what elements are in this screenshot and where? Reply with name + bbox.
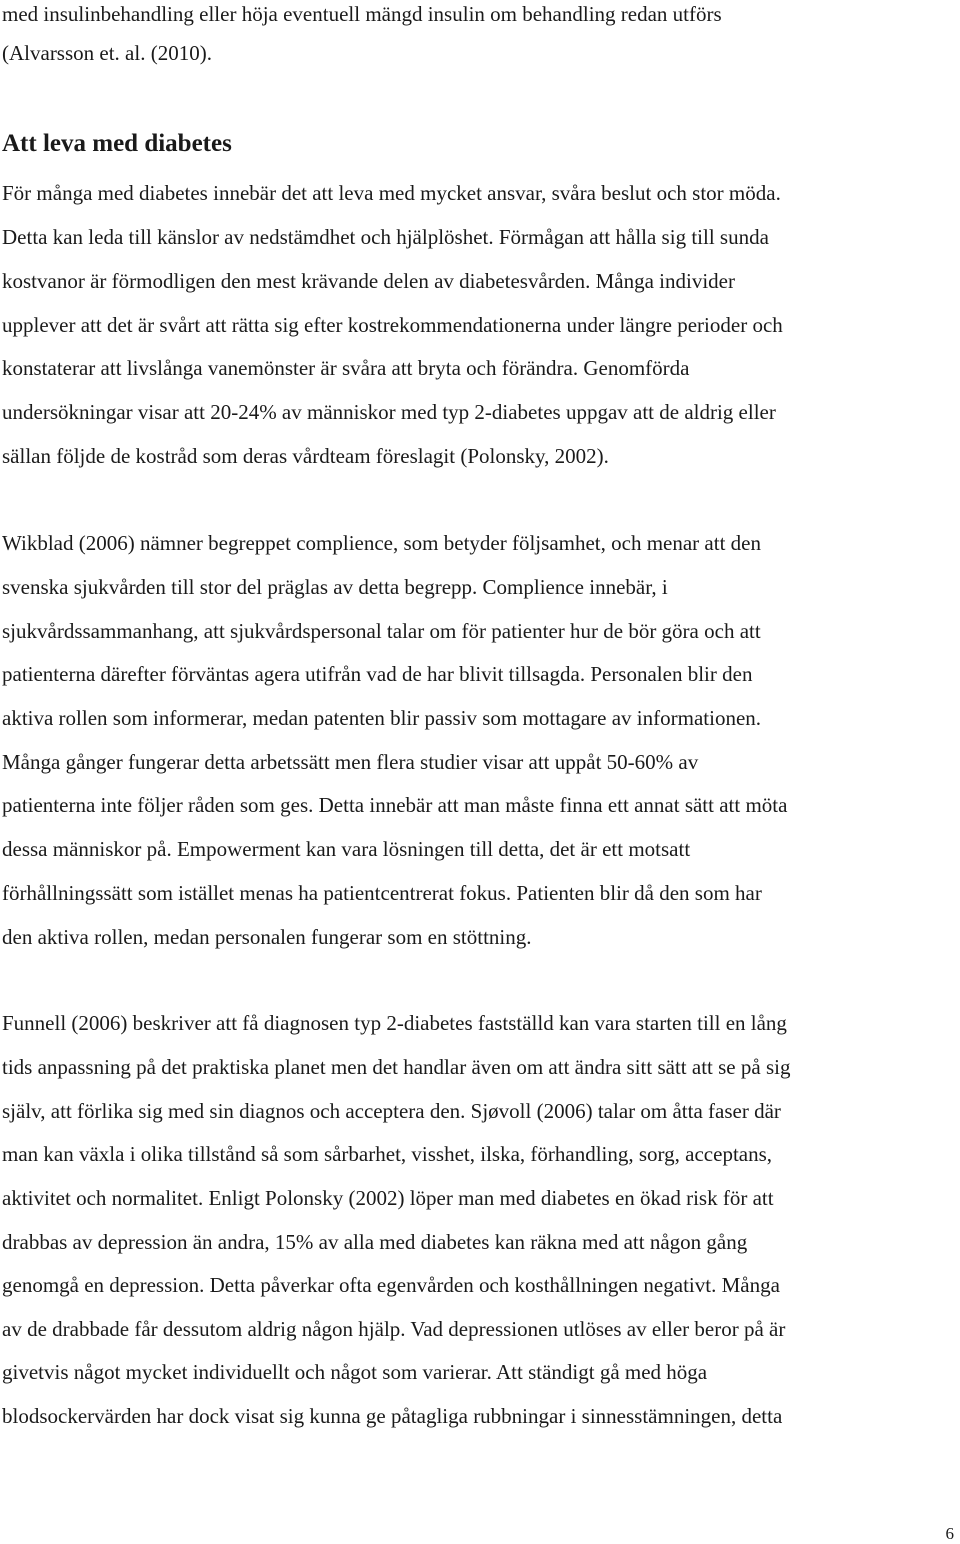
section-heading: Att leva med diabetes [2,130,232,157]
paragraph-2-line-5: aktiva rollen som informerar, medan patenten blir passiv som mottagare av informationen. [2,706,762,730]
intro-line-2: (Alvarsson et. al. (2010). [2,41,212,65]
paragraph-3-line-2: tids anpassning på det praktiska planet men det handlar även om att ändra sitt sätt att se på sig [2,1055,791,1079]
paragraph-2-line-2: svenska sjukvården till stor del präglas av detta begrepp. Complience innebär, i [2,575,668,599]
paragraph-3-line-10: blodsockervärden har dock visat sig kunna ge påtagliga rubbningar i sinnesstämningen, detta [2,1404,783,1428]
intro-line-1: med insulinbehandling eller höja eventuell mängd insulin om behandling redan utförs [2,2,722,26]
paragraph-3-line-7: genomgå en depression. Detta påverkar ofta egenvården och kosthållningen negativt. Många [2,1273,780,1297]
paragraph-2-line-3: sjukvårdssammanhang, att sjukvårdspersonal talar om för patienter hur de bör göra och att [2,619,761,643]
paragraph-3-line-9: givetvis något mycket individuellt och något som varierar. Att ständigt gå med höga [2,1360,708,1384]
paragraph-2-line-9: förhållningssätt som istället menas ha patientcentrerat fokus. Patienten blir då den som har [2,881,762,905]
paragraph-2-line-7: patienterna inte följer råden som ges. Detta innebär att man måste finna ett annat sätt att möta [2,793,788,817]
paragraph-3-line-5: aktivitet och normalitet. Enligt Polonsky (2002) löper man med diabetes en ökad risk för att [2,1186,774,1210]
paragraph-3-line-8: av de drabbade får dessutom aldrig någon hjälp. Vad depressionen utlöses av eller beror på är [2,1317,786,1341]
paragraph-2-line-8: dessa människor på. Empowerment kan vara lösningen till detta, det är ett motsatt [2,837,691,861]
paragraph-3-line-4: man kan växla i olika tillstånd så som sårbarhet, visshet, ilska, förhandling, sorg, acceptans, [2,1142,773,1166]
paragraph-1-line-1: För många med diabetes innebär det att leva med mycket ansvar, svåra beslut och stor möda. [2,181,781,205]
paragraph-1-line-4: upplever att det är svårt att rätta sig efter kostrekommendationerna under längre perioder och [2,313,783,337]
paragraph-3-line-1: Funnell (2006) beskriver att få diagnosen typ 2-diabetes fastställd kan vara starten till en lång [2,1011,787,1035]
paragraph-1-line-2: Detta kan leda till känslor av nedstämdhet och hjälplöshet. Förmågan att hålla sig till sunda [2,225,769,249]
paragraph-2-line-6: Många gånger fungerar detta arbetssätt men flera studier visar att uppåt 50-60% av [2,750,699,774]
page-number: 6 [945,1524,954,1543]
paragraph-2-line-10: den aktiva rollen, medan personalen fungerar som en stöttning. [2,925,532,949]
paragraph-3-line-6: drabbas av depression än andra, 15% av alla med diabetes kan räkna med att någon gång [2,1230,748,1254]
paragraph-2-line-1: Wikblad (2006) nämner begreppet complience, som betyder följsamhet, och menar att den [2,531,761,555]
paragraph-2-line-4: patienterna därefter förväntas agera utifrån vad de har blivit tillsagda. Personalen blir den [2,662,753,686]
paragraph-1-line-7: sällan följde de kostråd som deras vårdteam föreslagit (Polonsky, 2002). [2,444,609,468]
paragraph-1-line-6: undersökningar visar att 20-24% av människor med typ 2-diabetes uppgav att de aldrig eller [2,400,776,424]
paragraph-1-line-5: konstaterar att livslånga vanemönster är svåra att bryta och förändra. Genomförda [2,356,690,380]
paragraph-3-line-3: själv, att förlika sig med sin diagnos och acceptera den. Sjøvoll (2006) talar om åtta faser där [2,1099,781,1123]
paragraph-1-line-3: kostvanor är förmodligen den mest krävande delen av diabetesvården. Många individer [2,269,736,293]
